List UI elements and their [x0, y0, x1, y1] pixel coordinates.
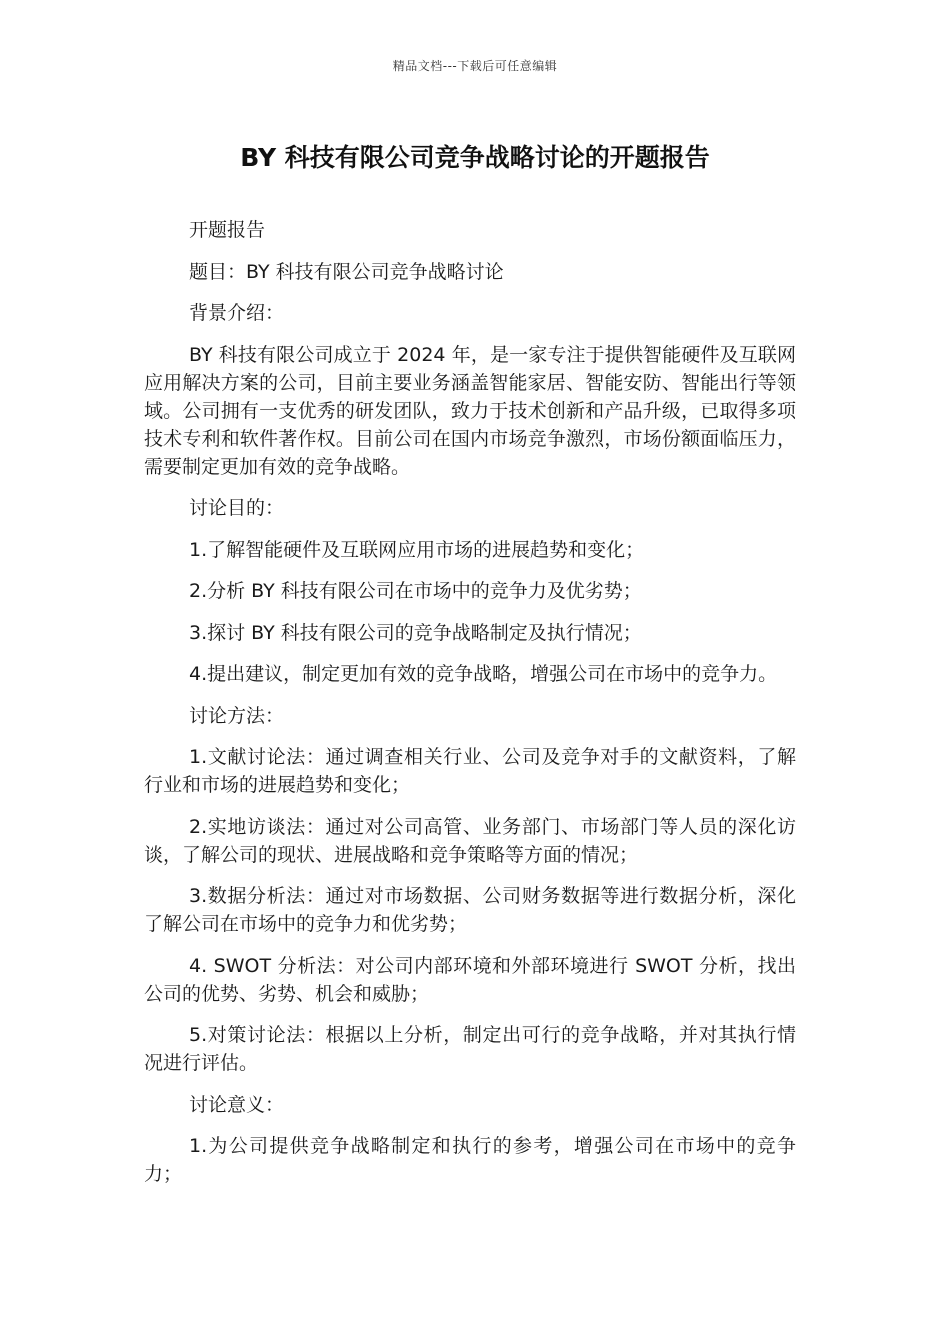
topic-line: 题目：BY 科技有限公司竞争战略讨论: [189, 260, 504, 283]
page-header-note: 精品文档---下载后可任意编辑: [392, 59, 558, 73]
section-heading-purpose: 讨论目的：: [189, 497, 285, 519]
method-item: 2.实地访谈法：通过对公司高管、业务部门、市场部门等人员的深化访谈，了解公司的现状、进展战略和竞争策略等方面的情况；: [144, 815, 796, 866]
document-title: BY 科技有限公司竞争战略讨论的开题报告: [240, 143, 710, 172]
method-item: 3.数据分析法：通过对市场数据、公司财务数据等进行数据分析，深化了解公司在市场中的竞争力和优劣势；: [144, 885, 796, 935]
document-body: [144, 216, 796, 1202]
section-heading-significance: 讨论意义：: [189, 1093, 285, 1116]
purpose-item: 2.分析 BY 科技有限公司在市场中的竞争力及优劣势；: [189, 580, 642, 602]
significance-item: 1.为公司提供竞争战略制定和执行的参考，增强公司在市场中的竞争力；: [144, 1135, 796, 1185]
section-heading-background: 背景介绍：: [189, 302, 285, 324]
purpose-item: 4.提出建议，制定更加有效的竞争战略，增强公司在市场中的竞争力。: [189, 663, 778, 685]
purpose-item: 3.探讨 BY 科技有限公司的竞争战略制定及执行情况；: [189, 621, 642, 644]
heading-report: 开题报告: [189, 219, 266, 241]
method-item: 5.对策讨论法：根据以上分析，制定出可行的竞争战略，并对其执行情况进行评估。: [144, 1024, 796, 1074]
method-item: 1.文献讨论法：通过调查相关行业、公司及竞争对手的文献资料，了解行业和市场的进展趋势和变化；: [144, 746, 796, 796]
section-heading-methods: 讨论方法：: [189, 704, 285, 727]
purpose-item: 1.了解智能硬件及互联网应用市场的进展趋势和变化；: [189, 538, 645, 561]
method-item: 4. SWOT 分析法：对公司内部环境和外部环境进行 SWOT 分析，找出公司的优势、劣势、机会和威胁；: [144, 954, 796, 1005]
background-paragraph: BY 科技有限公司成立于 2024 年，是一家专注于提供智能硬件及互联网应用解决方案的公司，目前主要业务涵盖智能家居、智能安防、智能出行等领域。公司拥有一支优秀的研发团队，致力于技术创新和产品升级，已取得多项技术专利和软件著作权。目前公司在国内市场竞争激烈，市场份额面临压力，需要制定更加有效的竞争战略。: [144, 343, 796, 478]
